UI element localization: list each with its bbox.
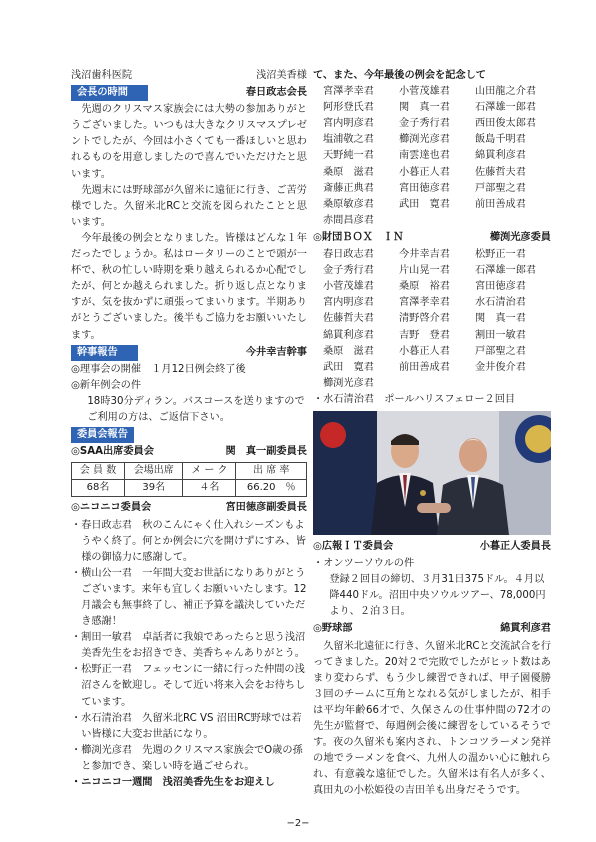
baseball-speaker: 綿貫利彦君 xyxy=(500,623,551,635)
president-paragraph-2: 先週末には野球部が久留米に遠征に行き、ご苦労様でした。久留米北RCと交流を図られたことと思います。 xyxy=(71,184,307,228)
guest-line xyxy=(71,68,307,84)
niko-item: ・割田一敏君 卓話者に我娘であったらと思う浅沼美香先生をお招きでき、美香ちゃんありがとう。 xyxy=(71,632,306,660)
niko-item: ・櫛渕光彦君 先週のクリスマス家族会でO歳の孫と参加でき、楽しい時を過ごせられ。 xyxy=(71,744,303,772)
niko-continuation: て、また、今年最後の例会を記念して xyxy=(313,70,486,81)
attendance-value-row xyxy=(72,480,307,497)
member-name: 斎藤正典君 xyxy=(323,182,374,194)
member-name: 小暮正人君 xyxy=(399,166,450,178)
member-name: 桑原 滋君 xyxy=(323,345,374,357)
member-name: 金子秀行君 xyxy=(399,118,450,130)
secretary-header xyxy=(71,345,307,361)
attendance-header-venue: 会場出席 xyxy=(125,463,183,480)
member-name: 飯島千明君 xyxy=(475,134,526,146)
it-seoul-tour-detail: 登録２回目の締切、３月31日375ドル。４月以降440ドル。沼田中央ソウルツアー、78,000円より、２泊３日。 xyxy=(329,574,546,618)
member-name: 清野啓介君 xyxy=(399,313,450,325)
member-name: 桑原 裕君 xyxy=(399,281,450,293)
page-number: −2− xyxy=(286,818,310,829)
committee-label: 委員会報告 xyxy=(71,427,134,443)
president-label: 会長の時間 xyxy=(71,85,148,101)
member-name: 宮田徳彦君 xyxy=(399,182,450,194)
guest-name: 浅沼美香様 xyxy=(256,70,307,81)
member-name: 小暮正人君 xyxy=(399,345,450,357)
member-name: 桑原敏彦君 xyxy=(323,198,374,210)
zaidan-title: ◎財団ＢＯＸ ＩＮ xyxy=(313,231,404,243)
member-name: 佐藤哲夫君 xyxy=(475,166,526,178)
left-column xyxy=(71,68,307,791)
attendance-makeup: ４名 xyxy=(183,480,236,497)
niko-header xyxy=(71,500,307,516)
member-name: 桑原 滋君 xyxy=(323,166,374,178)
attendance-venue: 39名 xyxy=(125,480,183,497)
niko-title: ◎ニコニコ委員会 xyxy=(71,502,152,514)
attendance-rate: 66.20 ％ xyxy=(236,480,307,497)
member-name: 水石清治君 xyxy=(475,297,526,309)
president-header xyxy=(71,85,307,101)
member-name: 綿貫利彦君 xyxy=(323,329,374,341)
member-name: 山田龍之介君 xyxy=(475,86,537,98)
niko-speaker: 宮田徳彦副委員長 xyxy=(225,502,307,514)
member-name: 櫛渕光彦君 xyxy=(399,134,450,146)
member-name: 前田善成君 xyxy=(475,198,526,210)
member-name: 関 真一君 xyxy=(399,102,450,114)
zaidan-speaker: 櫛渕光彦委員 xyxy=(489,231,551,243)
secretary-label: 幹事報告 xyxy=(71,345,138,361)
member-name: 割田一敏君 xyxy=(475,329,526,341)
member-name: 天野純一君 xyxy=(323,150,374,162)
paul-harris-line: ・水石清治君 ポールハリスフェロー２回目 xyxy=(313,393,516,405)
committee-header xyxy=(71,427,307,443)
baseball-paragraph: 久留米北遠征に行き、久留米北RCと交流試合を行ってきました。20対２で完敗でしたがヒット数はあまり変わらず、もう少し練習できれば、甲子園優勝３回のチームに互角となれる気がしましたが、相手は平均年齢66才で、久保さんの仕事仲間の72才の先生が監督で、毎週例会後に練習をしているそうです。夜の久留米も案内され、トンコツラーメン発祥の地でラーメンを食べ、九州人の温かい心に触れられ、有意義な遠征でした。久留米は有名人が多く、真田丸の小松姫役の吉田羊も出身だそうです。 xyxy=(313,640,551,797)
member-name: 綿貫利彦君 xyxy=(475,150,526,162)
member-name: 塩浦敬之君 xyxy=(323,134,374,146)
niko-item: ・春日政志君 秋のこんにゃく仕入れシーズンもようやく終了。何とか例会に穴を開けずにすみ、皆様の御協力に感謝して。 xyxy=(71,519,306,563)
member-name: 松野正一君 xyxy=(475,249,526,261)
it-title: ◎広報ＩＴ委員会 xyxy=(313,540,394,552)
guest-clinic: 浅沼歯科医院 xyxy=(71,70,133,81)
member-name: 小菅茂雄君 xyxy=(399,86,450,98)
niko-item: ・水石清治君 久留米北RC VS 沼田RC野球では若い皆様に大変お世話になり。 xyxy=(71,712,302,740)
member-name: 春日政志君 xyxy=(323,249,374,261)
member-name: 宮内明彦君 xyxy=(323,118,374,130)
attendance-header-row xyxy=(72,463,307,480)
member-name: 西田俊太郎君 xyxy=(475,118,537,130)
member-name: 金井俊介君 xyxy=(475,361,526,373)
member-name: 小菅茂雄君 xyxy=(323,281,374,293)
member-name: 武田 寛君 xyxy=(399,198,450,210)
member-name: 戸部聖之君 xyxy=(475,345,526,357)
it-line: ・オンツーソウルの件 xyxy=(313,558,415,570)
member-name: 金子秀行君 xyxy=(323,265,374,277)
niko-week-line: ・ニコニコ一週間 浅沼美香先生をお迎えし xyxy=(71,777,275,789)
member-name: 櫛渕光彦君 xyxy=(323,377,374,389)
member-name: 関 真一君 xyxy=(475,313,526,325)
member-name: 石澤雄一郎君 xyxy=(475,265,537,277)
member-name: 佐藤哲夫君 xyxy=(323,313,374,325)
member-name: 石澤雄一郎君 xyxy=(475,102,537,114)
member-name: 宮田徳彦君 xyxy=(475,281,526,293)
secretary-line-board: ◎理事会の開催 １月12日例会終了後 xyxy=(71,363,246,375)
member-name: 宮澤孝幸君 xyxy=(323,86,374,98)
meeting-photo xyxy=(313,411,551,535)
saa-speaker: 関 真一副委員長 xyxy=(225,446,307,458)
member-name: 片山晃一君 xyxy=(399,265,450,277)
two-men-photo-illustration xyxy=(313,411,551,535)
member-name: 武田 寛君 xyxy=(323,361,374,373)
attendance-header-members: 会 員 数 xyxy=(72,463,125,480)
niko-item: ・松野正一君 フェッセンに一緒に行った仲間の浅沼さんを歓迎し。そして近い将来入会をお待ちしています。 xyxy=(71,664,306,708)
member-name: 戸部聖之君 xyxy=(475,182,526,194)
zaidan-header xyxy=(313,230,551,246)
secretary-line-newyear: ◎新年例会の件 xyxy=(71,379,142,391)
niko-contributors-list xyxy=(313,84,551,229)
baseball-header xyxy=(313,621,551,637)
saa-header xyxy=(71,444,307,460)
president-speaker: 春日政志会長 xyxy=(245,87,307,99)
attendance-header-rate: 出 席 率 xyxy=(236,463,307,480)
member-name: 宮澤孝幸君 xyxy=(399,297,450,309)
president-paragraph-3: 今年最後の例会となりました。皆様はどんな１年だったでしょうか。私はロータリーのことで頭が一杯で、秋の忙しい時期を乗り越えられるか心配でしたが、何とか越えられました。折り返し点となりますが、気を抜かずに頑張ってまいります。半期ありがとうございました。後半もご協力をお願いいたします。 xyxy=(71,232,307,341)
it-speaker: 小暮正人委員長 xyxy=(479,540,551,552)
member-name: 赤間昌彦君 xyxy=(323,214,374,226)
attendance-header-makeup: メ ー ク xyxy=(183,463,236,480)
member-name: 宮内明彦君 xyxy=(323,297,374,309)
zaidan-contributors-list xyxy=(313,247,551,392)
member-name: 前田善成君 xyxy=(399,361,450,373)
secretary-bus-note: 18時30分ディラン。バスコースを送りますのでご利用の方は、ご返信下さい。 xyxy=(87,395,305,423)
attendance-members: 68名 xyxy=(72,480,125,497)
right-column xyxy=(313,68,551,799)
baseball-title: ◎野球部 xyxy=(313,623,353,635)
it-header xyxy=(313,539,551,555)
member-name: 南雲達也君 xyxy=(399,150,450,162)
member-name: 吉野 登君 xyxy=(399,329,450,341)
member-name: 阿形登氏君 xyxy=(323,102,374,114)
president-paragraph-1: 先週のクリスマス家族会には大勢の参加ありがとうございました。いつもは大きなクリスマスプレゼントでしたが、今回は小さくても一番ほしいと思われるものを用意しましたので喜んでいただけたと思います。 xyxy=(71,104,307,180)
niko-item: ・横山公一君 一年間大変お世話になりありがとうございます。来年も宜しくお願いいたします。12月議会も無事終了し、補正予算を議決していただき感謝！ xyxy=(71,567,307,628)
secretary-speaker: 今井幸吉幹事 xyxy=(245,346,307,358)
member-name: 今井幸吉君 xyxy=(399,249,450,261)
attendance-table xyxy=(71,462,307,497)
saa-title: ◎SAA出席委員会 xyxy=(71,446,154,458)
